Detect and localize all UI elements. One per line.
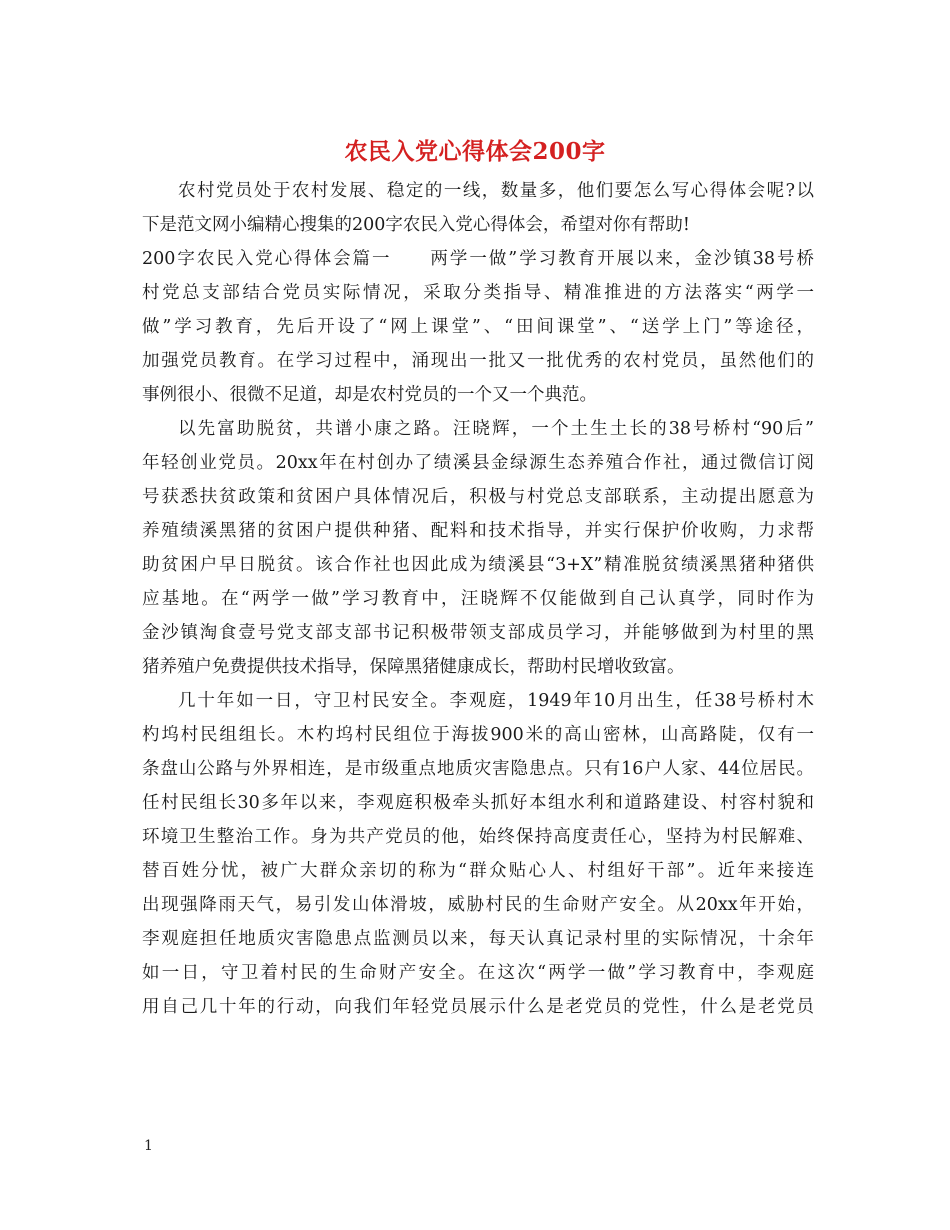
- text-line: 加强党员教育。在学习过程中，涌现出一批又一批优秀的农村党员，虽然他们的: [142, 351, 814, 371]
- text-line: 以先富助脱贫，共谱小康之路。汪晓辉，一个土生土长的38号桥村“90后”: [178, 419, 814, 439]
- text-line: 农村党员处于农村发展、稳定的一线，数量多，他们要怎么写心得体会呢?以: [178, 181, 814, 201]
- text-line: 环境卫生整治工作。身为共产党员的他，始终保持高度责任心，坚持为村民解难、: [142, 827, 814, 847]
- text-line: 李观庭担任地质灾害隐患点监测员以来，每天认真记录村里的实际情况，十余年: [142, 929, 814, 949]
- text-line: 助贫困户早日脱贫。该合作社也因此成为绩溪县“3+X”精准脱贫绩溪黑猪种猪供: [142, 555, 814, 575]
- text-line: 用自己几十年的行动，向我们年轻党员展示什么是老党员的党性，什么是老党员: [142, 997, 814, 1017]
- text-line: 金沙镇淘食壹号党支部支部书记积极带领支部成员学习，并能够做到为村里的黑: [142, 623, 814, 643]
- text-line: 出现强降雨天气，易引发山体滑坡，威胁村民的生命财产安全。从20xx年开始，: [142, 895, 814, 915]
- text-line: 事例很小、很微不足道，却是农村党员的一个又一个典范。: [142, 385, 597, 405]
- text-line: 年轻创业党员。20xx年在村创办了绩溪县金绿源生态养殖合作社，通过微信订阅: [142, 453, 814, 473]
- text-line: 下是范文网小编精心搜集的200字农民入党心得体会，希望对你有帮助!: [142, 215, 690, 235]
- document-title: 农民入党心得体会200字: [344, 138, 606, 165]
- text-line: 替百姓分忧，被广大群众亲切的称为“群众贴心人、村组好干部”。近年来接连: [142, 861, 814, 881]
- document-body: [142, 174, 814, 1024]
- text-line: 几十年如一日，守卫村民安全。李观庭，1949年10月出生，任38号桥村木: [178, 691, 814, 711]
- text-line: 村党总支部结合党员实际情况，采取分类指导、精准推进的方法落实“两学一: [142, 283, 814, 303]
- text-line: 杓坞村民组组长。木杓坞村民组位于海拔900米的高山密林，山高路陡，仅有一: [142, 725, 814, 745]
- text-line: 号获悉扶贫政策和贫困户具体情况后，积极与村党总支部联系，主动提出愿意为: [142, 487, 814, 507]
- text-line: 应基地。在“两学一做”学习教育中，汪晓辉不仅能做到自己认真学，同时作为: [142, 589, 814, 609]
- text-line: 任村民组长30多年以来，李观庭积极牵头抓好本组水利和道路建设、村容村貌和: [142, 793, 814, 813]
- page-number: 1: [144, 1138, 153, 1154]
- text-line: 如一日，守卫着村民的生命财产安全。在这次“两学一做”学习教育中，李观庭: [142, 963, 814, 983]
- text-line: 做”学习教育，先后开设了“网上课堂”、“田间课堂”、“送学上门”等途径，: [142, 317, 814, 337]
- text-line: 200字农民入党心得体会篇一 两学一做”学习教育开展以来，金沙镇38号桥: [142, 249, 814, 269]
- text-line: 条盘山公路与外界相连，是市级重点地质灾害隐患点。只有16户人家、44位居民。: [142, 759, 814, 779]
- text-line: 养殖绩溪黑猪的贫困户提供种猪、配料和技术指导，并实行保护价收购，力求帮: [142, 521, 814, 541]
- text-line: 猪养殖户免费提供技术指导，保障黑猪健康成长，帮助村民增收致富。: [142, 657, 685, 677]
